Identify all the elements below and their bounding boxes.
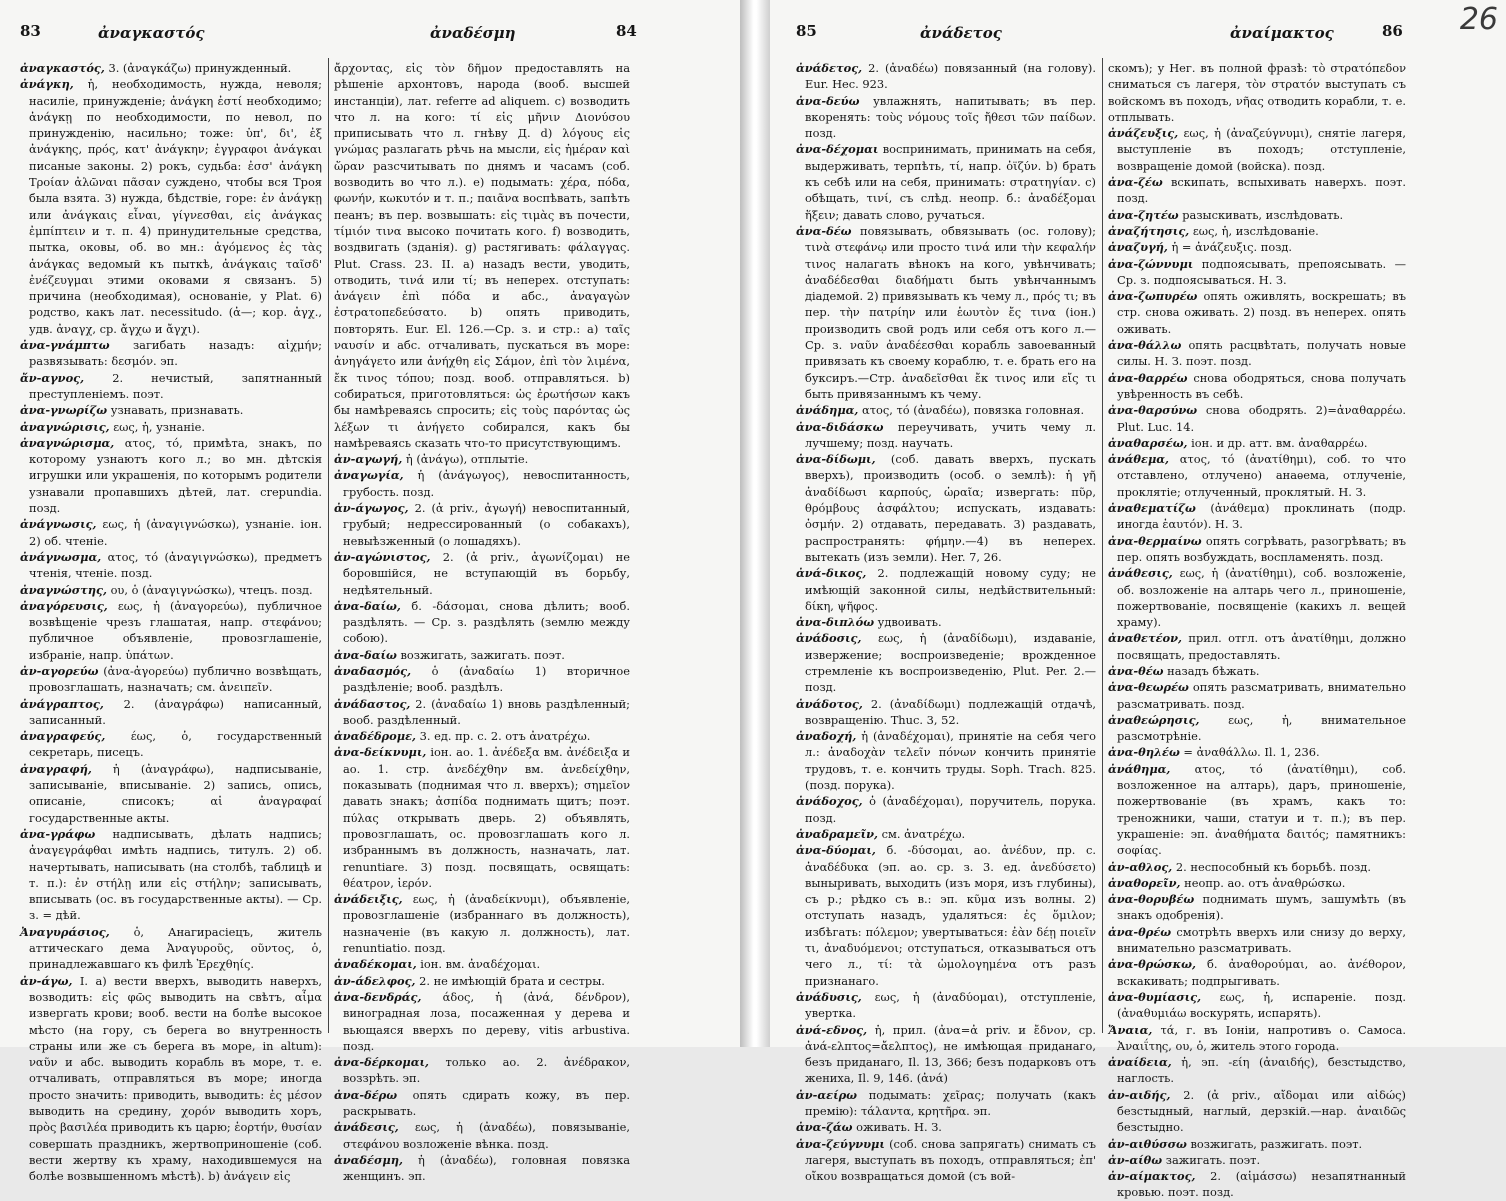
entry-headword: ἀνάγκη, xyxy=(20,77,74,92)
entry-headword: ἀνα-ζεύγνυμι xyxy=(796,1136,885,1151)
dictionary-entry xyxy=(334,451,630,467)
right-page-header xyxy=(770,22,1506,48)
dictionary-entry xyxy=(20,60,322,76)
dictionary-entry xyxy=(1108,402,1406,435)
dictionary-entry xyxy=(1108,500,1406,533)
entry-definition: 2. подлежащій новому суду; не имѣющій законной силы, недѣйствительный: δίκη, ψῆφος. xyxy=(805,566,1096,613)
entry-definition: снова ободрять. 2)=ἀναθαρρέω. Plut. Luc. 14. xyxy=(1117,403,1406,434)
entry-definition: зажигать. поэт. xyxy=(1162,1152,1261,1167)
dictionary-entry xyxy=(796,60,1096,93)
entry-definition: 2. (ἀ priv., αἴδομαι или αἰδώς) безстыдный, наглый, дерзкій.—нар. ἀναιδῶς безстыдно. xyxy=(1117,1087,1406,1135)
entry-definition: ἡ, эп. -είη (ἀναιδής), безстыдство, наглость. xyxy=(1117,1055,1406,1086)
dictionary-entry xyxy=(796,1022,1096,1087)
dictionary-entry xyxy=(1108,1022,1406,1055)
dictionary-entry xyxy=(1108,1168,1406,1201)
entry-definition: воспринимать, принимать на себя, выдерживать, терпѣть, τί, напр. ὀϊζύν. b) брать къ себѣ или на себя, принимать: στρατηγίαν. c) обѣщать, τινί, съ слѣд. неопр. б.: ἀναδέξομαι ἥξειν; давать слово, ручаться. xyxy=(805,142,1096,222)
entry-headword: ἀνα-γνωρίζω xyxy=(20,403,108,418)
entry-headword: ἀνα-θρώσκω, xyxy=(1108,957,1196,972)
entry-headword: ἀνα-δίδωμι, xyxy=(796,452,876,467)
entry-definition: см. ἀνατρέχω. xyxy=(878,826,966,841)
dictionary-entry xyxy=(20,76,322,337)
dictionary-entry xyxy=(796,402,1096,418)
entry-definition: подымать: χεῖρας; получать (какъ премію): τάλαντα, κρητῆρα. эп. xyxy=(805,1087,1096,1118)
dictionary-entry xyxy=(1108,1136,1406,1152)
entry-definition: ἡ (ἀνάγωγος), невоспитанность, грубость. позд. xyxy=(343,468,630,499)
entry-headword: ἀνά-δικος, xyxy=(796,566,867,581)
entry-headword: ἀν-αίθω xyxy=(1108,1152,1163,1167)
entry-headword: ἀναζήτησις, xyxy=(1108,223,1190,238)
entry-definition: 2. нечистый, запятнанный преступленіемъ. поэт. xyxy=(29,370,322,401)
entry-headword: ἀνα-δύομαι, xyxy=(796,843,876,858)
dictionary-entry xyxy=(334,598,630,647)
entry-headword: ἀνάδυσις, xyxy=(796,989,862,1004)
dictionary-entry xyxy=(20,826,322,924)
entry-headword: ἀνα-ζέω xyxy=(1108,175,1163,190)
entry-definition: іон. вм. ἀναδέχομαι. xyxy=(416,957,541,972)
entry-headword: ἀνα-θαρσύνω xyxy=(1108,403,1198,418)
entry-headword: ἀναθετέον, xyxy=(1108,631,1183,646)
dictionary-entry xyxy=(334,647,630,663)
entry-headword: ἀνα-γράφω xyxy=(20,826,96,841)
entry-headword: ἀν-αγώνιστος, xyxy=(334,549,431,564)
entry-headword: ἀνάδαστος, xyxy=(334,696,411,711)
entry-definition: надписывать, дѣлать надпись; ἀναγεγράφθαι имѣть надпись, титулъ. 2) об. начертывать, написывать (на столбѣ, таблицѣ и т. п.): ἐν στήλῃ или εἰς στήλην; записывать, вписывать (ос. въ государственные акты). — Ср. з. = дѣй. xyxy=(29,826,322,923)
running-head-83: ἀναγκαστός xyxy=(98,24,205,42)
dictionary-entry xyxy=(334,956,630,972)
dictionary-entry xyxy=(1108,891,1406,924)
dictionary-entry xyxy=(1108,435,1406,451)
entry-definition: б. -δύσομαι, ао. ἀνέδυν, пр. с. ἀναδέδυκα (эп. ао. ср. з. 3. ед. ἀνεδύσετο) выныривать, выходить (изъ моря, изъ глубины), съ р.; рѣдко съ в.: эп. κῦμα изъ волны. 2) отступать назадъ, удаляться: ἐς ὅμιλον; избѣгать: πόλεμον; увертываться: ἐὰν δέῃ ποιεῖν τι, ἀναδυόμενοι; отступаться, отказываться отъ чего л., τί: τὰ ὡμολογημένα отъ разъ признанаго. xyxy=(805,843,1096,988)
entry-headword: ἀναθαρσέω, xyxy=(1108,435,1188,450)
entry-headword: ἀνα-δενδράς, xyxy=(334,989,422,1004)
entry-headword: ἀναθεματίζω xyxy=(1108,501,1196,516)
dictionary-entry xyxy=(334,891,630,956)
dictionary-entry xyxy=(1108,256,1406,289)
entry-definition: ὁ (ἀναδέχομαι), поручитель, порука. позд. xyxy=(805,794,1096,825)
entry-headword: ἀναίδεια, xyxy=(1108,1055,1172,1070)
column-3 xyxy=(796,60,1096,1184)
entry-headword: ἀνα-ζάω xyxy=(796,1120,853,1135)
entry-definition: назадъ бѣжать. xyxy=(1163,663,1260,678)
entry-definition: возжигать, зажигать. поэт. xyxy=(396,647,565,662)
entry-headword: ἀνάδετος, xyxy=(796,61,863,75)
dictionary-entry xyxy=(796,141,1096,222)
entry-headword: ἀνα-δαίω xyxy=(334,647,397,662)
entry-headword: ἀνα-θέω xyxy=(1108,663,1164,678)
entry-headword: ἀναθορεῖν, xyxy=(1108,875,1181,890)
entry-definition: ατος, τό, примѣта, знакъ, по которому узнаютъ кого л.; во мн. дѣтскія игрушки или украшенія, по которымъ родители узнавали пропавшихъ дѣтей, лат. crepundia. позд. xyxy=(29,435,322,516)
entry-definition: опять согрѣвать, разогрѣвать; въ пер. опять возбуждать, воспламенять. позд. xyxy=(1117,533,1406,564)
dictionary-entry xyxy=(1108,337,1406,370)
entry-definition: ου, ὁ (ἀναγιγνώσκω), чтецъ. позд. xyxy=(106,582,313,597)
column-divider xyxy=(328,58,329,1033)
entry-headword: ἀνάδεσις, xyxy=(334,1120,399,1135)
dictionary-entry xyxy=(20,419,322,435)
entry-headword: ἀνάθεμα, xyxy=(1108,452,1170,467)
entry-definition: снова ободряться, снова получать увѣренность въ себѣ. xyxy=(1117,370,1406,401)
dictionary-entry xyxy=(1108,1087,1406,1136)
entry-headword: ἀνάγραπτος, xyxy=(20,696,104,711)
entry-headword: ἀνα-δέχομαι xyxy=(796,142,879,157)
entry-headword: ἀνα-θυμίασις, xyxy=(1108,989,1202,1004)
entry-definition: переучивать, учить чему л. лучшему; позд. научать. xyxy=(805,419,1096,450)
entry-definition: τά, г. въ Іоніи, напротивъ о. Самоса. Ἀναιΐτης, ου, ὁ, житель этого города. xyxy=(1117,1022,1406,1053)
entry-headword: ἀν-άγωγος, xyxy=(334,501,409,516)
dictionary-entry xyxy=(20,663,322,696)
entry-definition: εως, ἡ (ἀναγορεύω), публичное возвѣщеніе чрезъ глашатая, напр. στεφάνου; публичное объявленіе, провозглашеніе, избраніе, напр. ὑπάτων. xyxy=(29,598,322,662)
entry-definition: опять оживлять, воскрешать; въ стр. снова оживать. 2) позд. въ неперех. опять оживать. xyxy=(1117,289,1406,336)
dictionary-entry xyxy=(334,989,630,1054)
dictionary-entry xyxy=(1108,744,1406,760)
dictionary-entry xyxy=(20,728,322,761)
entry-headword: ἀνα-διδάσκω xyxy=(796,419,884,434)
entry-definition: 2. (ἀναγράφω) написанный, записанный. xyxy=(29,696,322,727)
entry-definition: εως, ἡ (ἀναζεύγνυμι), снятіе лагеря, выступленіе въ походъ; отступленіе, возвращеніе домой (войска). позд. xyxy=(1117,126,1406,173)
entry-headword: ἀνα-γνάμπτω xyxy=(20,338,110,353)
entry-definition: только ао. 2. ἀνέδρακον, воззрѣть. эп. xyxy=(343,1055,630,1086)
entry-headword: ἀνάδειξις, xyxy=(334,892,403,907)
page-number-86: 86 xyxy=(1382,22,1403,40)
running-head-85: ἀνάδετος xyxy=(920,24,1002,42)
entry-headword: ἀνάζευξις, xyxy=(1108,126,1179,141)
entry-headword: ἀν-άγω, xyxy=(20,973,73,988)
entry-definition: ἄρχοντας, εἰς τὸν δῆμον предоставлять на рѣшеніе архонтовъ, народа (вооб. высшей инстанціи), лат. referre ad aliquem. c) возводить что л. на кого: τί εἰς μῆνιν Διονύσου приписывать что л. гнѣву Д. d) λόγους εἰς γνώμας разлагать рѣчь на мысли, εἰς ἡμέραν καὶ ὥραν разсчитывать по днямъ и часамъ (соб. возводить во что л.). e) подымать: χέρα, πόδα, φωνήν, κωκυτόν и т. п.; παιᾶνα воспѣвать, запѣть пеанъ; въ пер. возвышать: εἰς τιμὰς въ почести, τίμιόν τινα высоко почитать кого. f) возводить, воздвигать (зданія). g) растягивать: φάλαγγας. Plut. Crass. 23. II. а) назадъ вести, уводить, отводить, τινά или τί; въ неперех. отступать: ἀνάγειν ἐπὶ πόδα и абс., ἀναγαγὼν ἐστρατοπεδεύσατο. b) опять приводить, повторять. Eur. El. 126.—Ср. з. и стр.: а) ταῖς ναυσίν и абс. отчаливать, пускаться въ море: ἀνηγάγετο или ἀνήχθη εἰς Σάμον, ἐπὶ τὸν λιμένα, ἔκ τινος τόπου; позд. вооб. отправляться. b) собираться, приготовляться: ὡς ἐρωτήσων какъ бы намѣреваясь спросить; εἰς τοὺς παρόντας ὡς λέξων τι ἀνήγετο собирался, какъ бы намѣреваясь сказать что-то присутствующимъ. xyxy=(334,61,630,450)
entry-definition: удвоивать. xyxy=(874,615,942,630)
dictionary-entry xyxy=(20,761,322,826)
entry-definition: разыскивать, изслѣдовать. xyxy=(1178,207,1344,222)
entry-headword: ἀν-αείρω xyxy=(796,1087,858,1102)
dictionary-entry xyxy=(334,60,630,451)
entry-headword: ἀνα-θορυβέω xyxy=(1108,892,1195,907)
entry-headword: ἀνα-δέρκομαι, xyxy=(334,1055,429,1070)
entry-headword: ἀναδασμός, xyxy=(334,663,412,678)
dictionary-entry xyxy=(796,696,1096,729)
entry-headword: Ἄναια, xyxy=(1108,1022,1153,1037)
entry-definition: 2. (ἀ priv., ἀγωνίζομαι) не боровшійся, не вступающій въ борьбу, недѣятельный. xyxy=(343,549,630,597)
dictionary-entry xyxy=(1108,125,1406,174)
entry-headword: ἀναδραμεῖν, xyxy=(796,826,879,841)
entry-headword: ἄν-αγνος, xyxy=(20,370,85,385)
entry-headword: ἀνα-ζώννυμι xyxy=(1108,256,1194,271)
dictionary-entry xyxy=(1108,761,1406,859)
entry-definition: повязывать, обвязывать (ос. голову); τινὰ στεφάνῳ или просто τινά или τὴν κεφαλήν τινος налагать вѣнокъ на кого, увѣнчивать; ἀναδέδεσθαι διαδήματι быть увѣнчаннымъ діадемой. 2) привязывать къ чему л., πρός τι; въ пер. τὴν πατρίην или ἑωυτὸν ἔς τινα (іон.) производить свой родъ или себя отъ кого л.—Ср. з. ναῦν ἀναδέεσθαι корабль завоеванный привязать къ своему кораблю, т. е. брать его на буксиръ.—Стр. ἀναδεῖσθαι ἔκ τινος или εἴς τι быть привязаннымъ къ чему. xyxy=(805,223,1096,401)
entry-definition: подпоясывать, препоясывать. — Ср. з. подпоясываться. Н. З. xyxy=(1117,256,1406,287)
dictionary-entry xyxy=(334,467,630,500)
dictionary-entry xyxy=(1108,630,1406,663)
dictionary-entry xyxy=(796,614,1096,630)
dictionary-entry xyxy=(334,744,630,891)
entry-definition: ἡ, необходимость, нужда, неволя; насиліе, принужденіе; ἀνάγκη ἐστί необходимо; ἀνάγκῃ по необходимости, по невол, по принужденію, насильно; тоже: ὑπ', δι', ἐξ ἀνάγκης, πρός, κατ' ἀνάγκην; ἐγγραφοι ἀνάγκαι писаные законы. 2) рокъ, судьба: ἐσσ' ἀνάγκη Τροίαν ἀλῶναι πᾶσαν суждено, чтобы вся Троя была взята. 3) нужда, бѣдствіе, горе: ἐν ἀνάγκῃ или ἀνάγκαις εἶναι, γίγνεσθαι, εἰς ἀνάγκας ἐμπίπτειν и т. п. 4) принудительные средства, пытка, оковы, об. во мн.: ἀγόμενος ἐς τὰς ἀνάγκας ведомый къ пыткѣ, ἀνάγκαις ταῖσδ' ἐνέζευγμαι этими оковами я связанъ. 5) причина (необходимая), основаніе, у Plat. 6) родство, какъ лат. necessitudo. (ἀ—; кор. ἀγχ., удв. ἀναγχ, ср. ἄγχω и ἄγχι). xyxy=(29,77,322,336)
dictionary-entry xyxy=(796,1119,1096,1135)
dictionary-entry xyxy=(20,973,322,1185)
dictionary-entry xyxy=(20,598,322,663)
dictionary-entry xyxy=(1108,1152,1406,1168)
dictionary-entry xyxy=(20,549,322,582)
entry-headword: ἀναγραφεύς, xyxy=(20,729,106,744)
entry-headword: ἀνα-θαρρέω xyxy=(1108,370,1188,385)
dictionary-entry xyxy=(1108,174,1406,207)
dictionary-entry xyxy=(1108,679,1406,712)
entry-definition: I. а) вести вверхъ, выводить наверхъ, возводить: εἰς φῶς выводить на свѣтъ, αἷμα извергать крови; вооб. вести на болѣе высокое мѣсто (на гору, съ берега во внутренность страны или же съ берега въ море, in altum): ναῦν и абс. выводить корабль въ море, т. е. отчаливать, отправляться въ море; иногда просто значить: приводить, выводить: ἐς μέσον выводить на средину, χορόν выводить хоръ, πρὸς βασιλέα приводить къ царю; ἑορτήν, θυσίαν совершать праздникъ, жертвоприношеніе (соб. вести жертву къ храму, находившемуся на болѣе возвышенномъ мѣстѣ). b) ἀνάγειν εἰς xyxy=(29,973,322,1184)
entry-definition: 2. неспособный къ борьбѣ. позд. xyxy=(1172,859,1371,874)
left-page-header xyxy=(0,22,740,48)
dictionary-entry xyxy=(334,663,630,696)
entry-headword: ἀνα-θρέω xyxy=(1108,924,1172,939)
dictionary-entry xyxy=(20,337,322,370)
entry-headword: ἀν-άδελφος, xyxy=(334,973,416,988)
dictionary-entry xyxy=(796,565,1096,614)
entry-definition: возжигать, разжигать. поэт. xyxy=(1186,1136,1363,1151)
entry-headword: ἀναδέδρομε, xyxy=(334,729,416,744)
dictionary-entry xyxy=(1108,989,1406,1022)
dictionary-entry xyxy=(334,696,630,729)
dictionary-entry xyxy=(334,1119,630,1152)
entry-definition: εως, ἡ, изслѣдованіе. xyxy=(1189,223,1319,238)
entry-headword: ἀναγνώρισμα, xyxy=(20,435,115,450)
entry-definition: вскипать, вспыхивать наверхъ. поэт. позд. xyxy=(1117,175,1406,206)
entry-headword: ἀνα-ζωπυρέω xyxy=(1108,289,1198,304)
dictionary-entry xyxy=(20,582,322,598)
entry-definition: поднимать шумъ, зашумѣть (въ знакъ одобренія). xyxy=(1117,892,1406,923)
page-number-85: 85 xyxy=(796,22,817,40)
entry-definition: 2. (ἀναδίδωμι) подлежащій отдачѣ, возвращенію. Thuc. 3, 52. xyxy=(805,696,1096,727)
entry-definition: εως, ἡ, внимательное разсмотрѣніе. xyxy=(1117,712,1406,744)
dictionary-entry xyxy=(20,696,322,729)
running-head-84: ἀναδέσμη xyxy=(430,24,516,42)
entry-headword: ἀνα-δαίω, xyxy=(334,598,401,613)
entry-definition: εως, ἡ (ἀναδύομαι), отступленіе, увертка. xyxy=(805,989,1096,1021)
entry-headword: ἀνα-δέω xyxy=(796,223,852,238)
entry-definition: εως, ἡ (ἀναδείκνυμι), объявленіе, провозглашеніе (избраннаго въ должность), назначеніе (въ какую л. должность), лат. renuntiatio. позд. xyxy=(343,892,630,956)
entry-definition: ὁ, Анагирасіецъ, житель аттическаго дема Ἀναγυροῦς, οῦντος, ὁ, принадлежавшаго къ филѣ Ἐρεχθηίς. xyxy=(29,924,322,972)
dictionary-entry xyxy=(334,500,630,549)
entry-definition: іон. ао. 1. ἀνέδεξα вм. ἀνέδειξα и ао. 1. стр. ἀνεδέχθην вм. ἀνεδείχθην, показывать (поднимая что л. вверхъ); σημεῖον давать знакъ; ἀσπίδα поднимать щитъ; поэт. πύλας открывать дверь. 2) объявлять, провозглашать, ос. провозглашать кого л. избраннымъ въ должность, назначать, лат. renuntiare. 3) позд. посвящать, освящать: θέατρον, ἱερόν. xyxy=(343,745,630,890)
dictionary-entry xyxy=(334,728,630,744)
entry-definition: ἡ (ἀναγράφω), надписываніе, записываніе, вписываніе. 2) запись, опись, описаніе, списокъ; αἱ ἀναγραφαί государственные акты. xyxy=(29,761,322,825)
entry-headword: ἀνάγνωσις, xyxy=(20,517,97,532)
entry-definition: (ἀνα-ἀγορεύω) публично возвѣщать, провозглашать, назначать; см. ἀνειπεῖν. xyxy=(29,663,322,695)
entry-definition: 3. (ἀναγκάζω) принужденный. xyxy=(104,61,292,75)
entry-headword: ἀνα-δέρω xyxy=(334,1087,398,1102)
entry-headword: ἀνάδοτος, xyxy=(796,696,863,711)
entry-headword: ἀναδέσμη, xyxy=(334,1152,403,1167)
entry-definition: εως, ἡ, испареніе. позд. (ἀναθυμιάω воскурять, испарять). xyxy=(1117,989,1406,1021)
entry-headword: Ἀναγυράσιος, xyxy=(20,924,110,939)
entry-headword: ἀνα-θηλέω xyxy=(1108,745,1180,760)
entry-headword: ἀνάδοχος, xyxy=(796,794,863,809)
entry-headword: ἀναγόρευσις, xyxy=(20,598,108,613)
entry-definition: скомъ); у Нег. въ полной фразѣ: τὸ στρατόπεδον сниматься съ лагеря, τὸν στρατόν выступать съ войскомъ въ походъ, νῆας отводить корабли, т. е. отплывать. xyxy=(1108,61,1406,124)
dictionary-entry xyxy=(796,451,1096,565)
entry-definition: 2. (αἱμάσσω) незапятнанный кровью. поэт. позд. xyxy=(1117,1169,1406,1200)
entry-definition: опять расцвѣтать, получать новые силы. Н. З. поэт. позд. xyxy=(1117,338,1406,369)
entry-definition: б. ἀναθορούμαι, ао. ἀνέθορον, вскакивать; подпрыгивать. xyxy=(1117,957,1406,988)
dictionary-entry xyxy=(796,419,1096,452)
entry-definition: смотрѣть вверхъ или снизу до верху, внимательно разсматривать. xyxy=(1117,924,1406,956)
entry-headword: ἀν-αγορεύω xyxy=(20,663,99,678)
entry-definition: εως, ἡ (ἀναδέω), повязываніе, στεφάνου возложеніе вѣнка. позд. xyxy=(343,1120,630,1151)
dictionary-entry xyxy=(1108,370,1406,403)
entry-headword: ἀναγραφή, xyxy=(20,761,92,776)
entry-definition: ατος, τό (ἀναδέω), повязка головная. xyxy=(858,403,1085,418)
entry-headword: ἀνα-ζητέω xyxy=(1108,207,1179,222)
entry-headword: ἀναθεώρησις, xyxy=(1108,712,1200,727)
entry-definition: ἡ (ἀναδέχομαι), принятіе на себя чего л.: ἀναδοχὰν τελεῖν πόνων кончить принятіе трудовъ, т. е. кончить труды. Soph. Trach. 825. (позд. порука). xyxy=(805,729,1096,793)
entry-definition: 2. (ἀ priv., ἀγωγή) невоспитанный, грубый; недрессированный (о собакахъ), невыѣзженный (о лошадяхъ). xyxy=(343,501,630,548)
entry-headword: ἀναδέκομαι, xyxy=(334,957,417,972)
entry-definition: (соб. давать вверхъ, пускать вверхъ), производить (особ. о землѣ): ἡ γῆ ἀναδίδωσι καρπούς, ὡραῖα; извергать: πῦρ, θρόμβους ἀσφάλτου; испускать, издавать: ὀσμήν. 2) отдавать, передавать. 3) раздавать, распространять: φήμην.—4) въ неперех. вытекать (изъ земли). Her. 7, 26. xyxy=(805,452,1096,564)
page-number-84: 84 xyxy=(616,22,637,40)
entry-headword: ἀνα-θεωρέω xyxy=(1108,680,1189,695)
entry-headword: ἀνάθεσις, xyxy=(1108,566,1173,581)
entry-definition: загибать назадъ: αἰχμήν; развязывать: δεσμόν. эп. xyxy=(29,338,322,369)
entry-headword: ἀνάδημα, xyxy=(796,403,859,418)
entry-definition: 2. не имѣющій брата и сестры. xyxy=(415,973,605,988)
dictionary-entry xyxy=(334,549,630,598)
entry-definition: ὁ (ἀναδαίω 1) вторичное раздѣленіе; вооб. раздѣлъ. xyxy=(343,663,630,695)
entry-headword: ἀν-αίμακτος, xyxy=(1108,1169,1196,1184)
entry-headword: ἀναδοχή, xyxy=(796,729,857,744)
dictionary-entry xyxy=(20,924,322,973)
dictionary-entry xyxy=(796,826,1096,842)
dictionary-entry xyxy=(796,223,1096,402)
entry-headword: ἀν-αιδής, xyxy=(1108,1087,1171,1102)
entry-headword: ἀνάθημα, xyxy=(1108,761,1171,776)
dictionary-entry xyxy=(1108,859,1406,875)
entry-definition: опять сдирать кожу, въ пер. раскрывать. xyxy=(343,1087,630,1118)
entry-headword: ἀναγνώστης, xyxy=(20,582,107,597)
column-4 xyxy=(1108,60,1406,1200)
entry-definition: ατος, τό (ἀνατίθημι), соб. возложенное на алтарь), даръ, приношеніе, пожертвованіе (въ храмъ, какъ то: треножники, чаши, статуи и т. п.); въ пер. украшеніе: эп. ἀναθήματα δαιτός; памятникъ: σοφίας. xyxy=(1117,761,1406,858)
entry-headword: ἀν-αιθύσσω xyxy=(1108,1136,1187,1151)
entry-headword: ἀνα-θερμαίνω xyxy=(1108,533,1202,548)
dictionary-entry xyxy=(20,516,322,549)
entry-definition: 2. (ἀναδαίω 1) вновь раздѣленный; вооб. раздѣленный. xyxy=(343,696,630,727)
dictionary-entry xyxy=(1108,60,1406,125)
dictionary-entry xyxy=(1108,207,1406,223)
entry-definition: άδος, ἡ (ἀνά, δένδρον), виноградная лоза, посаженная у дерева и вьющаяся вверхъ по дереву, vitis arbustiva. позд. xyxy=(343,989,630,1053)
entry-headword: ἀνά-εδνος, xyxy=(796,1022,868,1037)
left-page xyxy=(0,0,740,1184)
dictionary-entry xyxy=(796,1087,1096,1120)
entry-definition: έως, ὁ, государственный секретарь, писецъ. xyxy=(29,729,322,760)
dictionary-entry xyxy=(796,93,1096,142)
dictionary-entry xyxy=(1108,451,1406,500)
dictionary-entry xyxy=(796,728,1096,793)
dictionary-entry xyxy=(1108,223,1406,239)
entry-headword: ἀνάδοσις, xyxy=(796,631,862,646)
handwritten-page-mark: 26 xyxy=(1459,2,1498,37)
dictionary-entry xyxy=(796,1136,1096,1185)
entry-headword: ἀνα-δεύω xyxy=(796,93,860,108)
dictionary-entry xyxy=(1108,1054,1406,1087)
column-1 xyxy=(20,60,322,1184)
entry-definition: = ἀναθάλλω. Il. 1, 236. xyxy=(1179,745,1320,760)
entry-definition: іон. и др. атт. вм. ἀναθαρρέω. xyxy=(1187,435,1368,450)
entry-definition: ἡ (ἀνάγω), отплытіе. xyxy=(402,452,529,467)
entry-definition: неопр. ао. отъ ἀναθρώσκω. xyxy=(1180,875,1346,890)
entry-definition: (соб. снова запрягать) снимать съ лагеря, выступать въ походъ, отправляться; ἐπ' οἴκου возвращаться домой (съ вой- xyxy=(805,1136,1096,1184)
entry-headword: ἀνα-θάλλω xyxy=(1108,338,1182,353)
entry-definition: оживать. Н. З. xyxy=(852,1120,942,1135)
entry-definition: εως, ἡ (ἀναγιγνώσκω), узнаніе. іон. 2) об. чтеніе. xyxy=(29,517,322,548)
dictionary-entry xyxy=(334,1087,630,1120)
entry-definition: 2. (ἀναδέω) повязанный (на голову). Eur. Hec. 923. xyxy=(805,61,1096,92)
entry-definition: опять разсматривать, внимательно разсматривать. позд. xyxy=(1117,680,1406,711)
entry-headword: ἀναγκαστός, xyxy=(20,61,105,75)
dictionary-entry xyxy=(1108,924,1406,957)
dictionary-entry xyxy=(1108,565,1406,630)
column-divider xyxy=(1102,58,1103,1033)
book-gutter xyxy=(740,0,770,1047)
dictionary-entry xyxy=(1108,663,1406,679)
running-head-86: ἀναίμακτος xyxy=(1230,24,1334,42)
dictionary-entry xyxy=(334,1054,630,1087)
dictionary-entry xyxy=(1108,956,1406,989)
entry-headword: ἀνα-διπλόω xyxy=(796,615,875,630)
entry-definition: б. -δάσομαι, снова дѣлить; вооб. раздѣлять. — Ср. з. раздѣлять (землю между собою). xyxy=(343,598,630,646)
entry-headword: ἀναγνώρισις, xyxy=(20,419,110,434)
entry-definition: εως, ἡ (ἀνατίθημι), соб. возложеніе, об. возложеніе на алтарь чего л., приношеніе, пожертвованіе, посвященіе (какихъ л. вещей храму). xyxy=(1117,566,1406,630)
dictionary-entry xyxy=(334,1152,630,1185)
entry-headword: ἀν-αθλος, xyxy=(1108,859,1173,874)
entry-headword: ἀναζυγή, xyxy=(1108,240,1168,255)
dictionary-entry xyxy=(20,435,322,516)
entry-definition: (ἀνάθεμα) проклинать (подр. иногда ἑαυτόν). Н. З. xyxy=(1117,501,1406,532)
dictionary-entry xyxy=(334,973,630,989)
entry-headword: ἀν-αγωγή, xyxy=(334,452,403,467)
dictionary-entry xyxy=(796,989,1096,1022)
dictionary-entry xyxy=(1108,875,1406,891)
entry-headword: ἀναγωγία, xyxy=(334,468,404,483)
dictionary-entry xyxy=(1108,288,1406,337)
dictionary-entry xyxy=(20,370,322,403)
entry-headword: ἀνα-δείκνυμι, xyxy=(334,745,427,760)
entry-definition: ἡ, прил. (ἀνα=ἀ priv. и ἔδνον, ср. ἀνά-ελπτος=ἄελπτος), не имѣющая приданаго, безъ приданаго, Il. 13, 366; безъ подарковъ отъ жениха, Il. 9, 146. (ἀνά) xyxy=(805,1022,1096,1086)
entry-definition: ατος, τό (ἀναγιγνώσκω), предметъ чтенія, чтеніе. позд. xyxy=(29,549,322,581)
dictionary-entry xyxy=(796,793,1096,826)
entry-definition: увлажнять, напитывать; въ пер. вкоренять: τοὺς νόμους τοῖς ἤθεσι τῶν παίδων. позд. xyxy=(805,93,1096,141)
dictionary-entry xyxy=(1108,239,1406,255)
dictionary-entry xyxy=(796,842,1096,989)
entry-definition: узнавать, признавать. xyxy=(107,403,244,418)
entry-definition: εως, ἡ (ἀναδίδωμι), издаваніе, извержение; воспроизведеніе; врожденное стремленіе къ воспроизведенію, Plut. Per. 2.—позд. xyxy=(805,631,1096,695)
dictionary-entry xyxy=(1108,533,1406,566)
column-2 xyxy=(334,60,630,1184)
entry-definition: ατος, τό (ἀνατίθημι), соб. то что отставлено, отлучено) анаѳема, отлученіе, проклятіе; отлученный, проклятый. Н. З. xyxy=(1117,452,1406,499)
entry-definition: 3. ед. пр. с. 2. отъ ἀνατρέχω. xyxy=(415,729,591,744)
entry-definition: прил. отгл. отъ ἀνατίθημι, должно посвящать, предоставлять. xyxy=(1117,631,1406,662)
dictionary-entry xyxy=(796,630,1096,695)
entry-definition: ἡ (ἀναδέω), головная повязка женщинъ. эп. xyxy=(343,1152,630,1184)
entry-headword: ἀνάγνωσμα, xyxy=(20,549,102,564)
dictionary-entry xyxy=(20,402,322,418)
right-page xyxy=(770,0,1506,1200)
entry-definition: ἡ = ἀνάζευξις. позд. xyxy=(1167,240,1293,255)
dictionary-entry xyxy=(1108,712,1406,745)
entry-definition: εως, ἡ, узнаніе. xyxy=(109,419,206,434)
page-number-83: 83 xyxy=(20,22,41,40)
